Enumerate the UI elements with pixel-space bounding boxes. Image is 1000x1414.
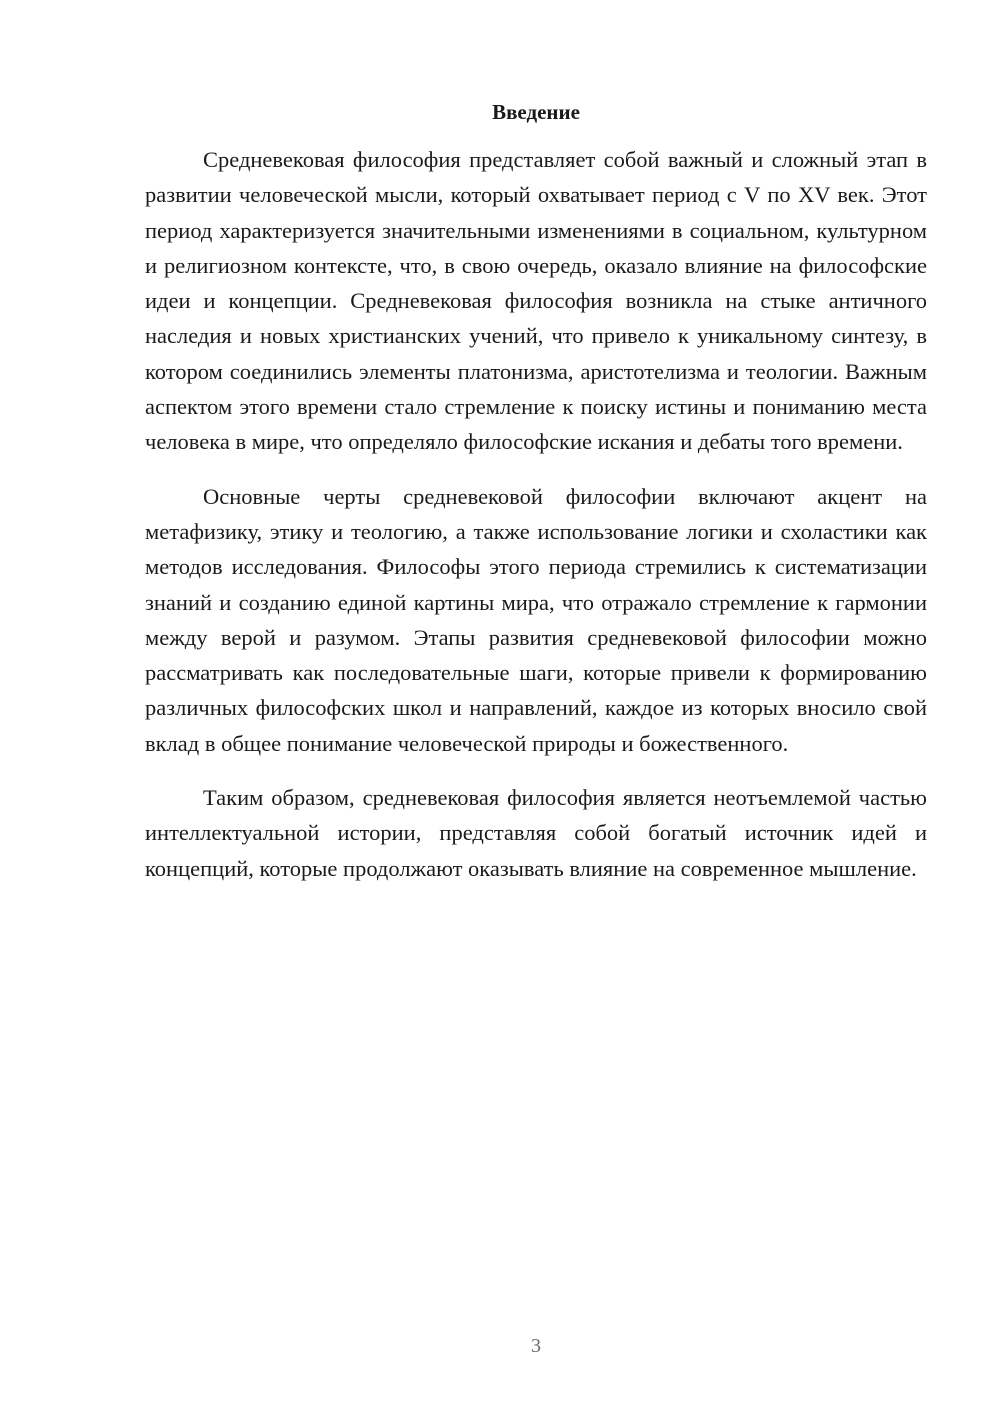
page-number: 3 <box>531 1335 541 1357</box>
paragraph-2: Основные черты средневековой философии включают акцент на метафизику, этику и теологию, а также использование логики и схоластики как методов исследования. Философы этого периода стремились к систематизации знаний и созданию единой картины мира, что отражало стремление к гармонии между верой и разумом. Этапы развития средневековой философии можно рассматривать как последовательные шаги, которые привели к формированию различных философских школ и направлений, каждое из которых вносило свой вклад в общее понимание человеческой природы и божественного. <box>145 483 927 756</box>
section-heading: Введение <box>492 100 580 124</box>
paragraph-1: Средневековая философия представляет собой важный и сложный этап в развитии человеческой мысли, который охватывает период с V по XV век. Этот период характеризуется значительными изменениями в социальном, культурном и религиозном контексте, что, в свою очередь, оказало влияние на философские идеи и концепции. Средневековая философия возникла на стыке античного наследия и новых христианских учений, что привело к уникальному синтезу, в котором соединились элементы платонизма, аристотелизма и теологии. Важным аспектом этого времени стало стремление к поиску истины и пониманию места человека в мире, что определяло философские искания и дебаты того времени. <box>145 147 927 455</box>
body-text <box>145 142 927 905</box>
paragraph-3: Таким образом, средневековая философия является неотъемлемой частью интеллектуальной истории, представляя собой богатый источник идей и концепций, которые продолжают оказывать влияние на современное мышление. <box>145 785 927 881</box>
